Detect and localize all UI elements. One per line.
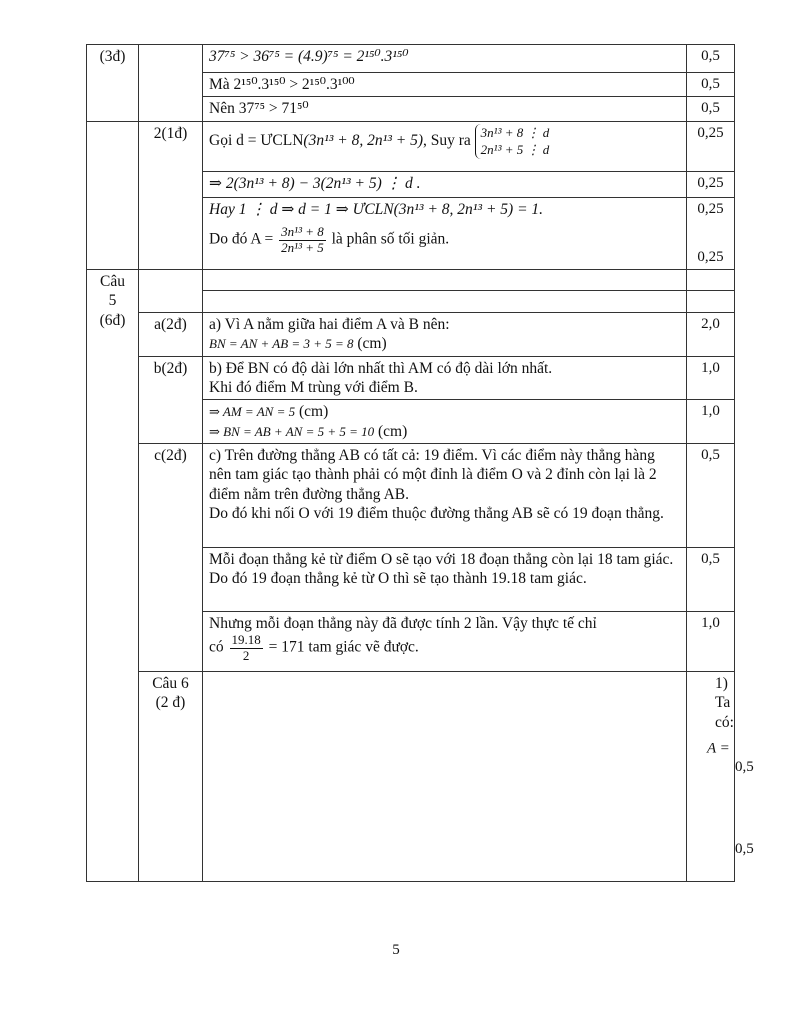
question-empty [87,121,139,269]
score: 1,0 [687,356,735,400]
answer-block: 1) Ta có: A = [687,672,735,882]
answer-paragraph: Mỗi đoạn thẳng kẻ từ điểm O sẽ tạo với 18 đoạn thẳng còn lại 18 tam giác. Do đó 19 đoạn thẳng kẻ từ O thì sẽ tạo thành 19.18 tam giác. [203,548,687,612]
sub-label: b(2đ) [139,356,203,444]
score: 1,0 [687,612,735,672]
fraction: $\frac{19.18}{2}$ [231,632,261,663]
answer-line: Hay 1 ⋮ d ⇒ d = 1 ⇒ ƯCLN(3n¹³ + 8, 2n¹³ + 5) = 1. [203,197,687,223]
question-label: Câu 5 (6đ) [87,269,139,881]
answer-paragraph: Nhưng mỗi đoạn thẳng này đã được tính 2 lần. Vậy thực tế chỉ có $\frac{19.18}{2}$ = 171 tam giác vẽ được. [203,612,687,672]
answer-table: (3đ) 37⁷⁵ > 36⁷⁵ = (4.9)⁷⁵ = 2¹⁵⁰.3¹⁵⁰ 0,5 Mà 2¹⁵⁰.3¹⁵⁰ > 2¹⁵⁰.3¹⁰⁰ 0,5 Nên 37⁷⁵ > 71⁵⁰ 0,5 2(1đ) Gọi d = ƯCLN(3n¹³ + 8, 2n¹³ + 5), Suy ra 3n¹³ + 8 ⋮ d 2n¹³ + 5 ⋮ d 0,25 ⇒ 2(3n¹³ + 8) − 3(2n¹³ + 5) ⋮ d . 0,25 Hay 1 ⋮ d ⇒ d = 1 ⇒ ƯCLN(3n¹³ + 8, 2n¹³ + 5) = 1. 0,25 Do đó A = $\frac{\text{3n¹³ + 8}}{\text{2n¹³ + 5}}$ là phân số tối giản. 0,25 Câu 5 (6đ) a(2đ) a) Vì A nằm giữa hai điểm A và B nên: BN = AN + AB = 3 + 5 = 8 (cm) 2,0 b(2đ) b) Để BN có độ dài lớn nhất thì AM có độ dài lớn nhất. Khi đó điểm M trùng với điểm B. 1,0 ⇒ AM = AN = 5 (cm) ⇒ BN = AB + AN = 5 + 5 = 10 (cm) 1,0 c(2đ) c) Trên đường thẳng AB có tất cả: 19 điểm. Vì các điểm này thẳng hàng nên tam giác tạo thành phải có một đỉnh là điểm O và 2 đỉnh còn lại là 2 điểm nằm trên đường thẳng AB. Do đó khi nối O với 19 điểm thuộc đường thẳng AB sẽ có 19 đoạn thẳng. 0,5 Mỗi đoạn thẳng kẻ từ điểm O sẽ tạo với 18 đoạn thẳng còn lại 18 tam giác. Do đó 19 đoạn thẳng kẻ từ O thì sẽ tạo thành 19.18 tam giác. 0,5 Nhưng mỗi đoạn thẳng này đã được tính 2 lần. Vậy thực tế chỉ có $\frac{19.18}{2}$ = 171 tam giác vẽ được. 1,0 Câu 6 (2 đ) 1) Ta có: A = 0,5 0,5 [86,44,735,882]
fraction: $\frac{\text{3n¹³ + 8}}{\text{2n¹³ + 5}}$ [281,224,324,255]
score: 0,5 [687,73,735,97]
empty-cell [687,290,735,312]
answer-line: 37⁷⁵ > 36⁷⁵ = (4.9)⁷⁵ = 2¹⁵⁰.3¹⁵⁰ [203,45,687,73]
answer-line: b) Để BN có độ dài lớn nhất thì AM có độ dài lớn nhất. Khi đó điểm M trùng với điểm B. [203,356,687,400]
answer-line: Nên 37⁷⁵ > 71⁵⁰ [203,97,687,121]
points-label: (3đ) [87,45,139,122]
answer-line: ⇒ AM = AN = 5 (cm) ⇒ BN = AB + AN = 5 + 5 = 10 (cm) [203,400,687,444]
empty-cell [203,290,687,312]
answer-paragraph: c) Trên đường thẳng AB có tất cả: 19 điểm. Vì các điểm này thẳng hàng nên tam giác tạo thành phải có một đỉnh là điểm O và 2 đỉnh còn lại là 2 điểm nằm trên đường thẳng AB. Do đó khi nối O với 19 điểm thuộc đường thẳng AB sẽ có 19 đoạn thẳng. [203,444,687,548]
empty-cell [687,269,735,290]
score: 1,0 [687,400,735,444]
score: 0,5 [687,548,735,612]
score: 0,25 [687,171,735,197]
sub-empty [203,672,687,882]
page-number: 5 [392,942,400,958]
sub-empty [139,269,203,312]
empty-cell [203,269,687,290]
score: 0,5 [687,97,735,121]
answer-line: Mà 2¹⁵⁰.3¹⁵⁰ > 2¹⁵⁰.3¹⁰⁰ [203,73,687,97]
answer-line: ⇒ 2(3n¹³ + 8) − 3(2n¹³ + 5) ⋮ d . [203,171,687,197]
answer-line: a) Vì A nằm giữa hai điểm A và B nên: BN = AN + AB = 3 + 5 = 8 (cm) [203,312,687,356]
score: 0,25 [687,121,735,171]
brace-system: 3n¹³ + 8 ⋮ d 2n¹³ + 5 ⋮ d [475,124,550,159]
score: 2,0 [687,312,735,356]
answer-line: Gọi d = ƯCLN(3n¹³ + 8, 2n¹³ + 5), Suy ra 3n¹³ + 8 ⋮ d 2n¹³ + 5 ⋮ d [203,121,687,171]
sub-label: c(2đ) [139,444,203,672]
score: 0,25 [687,223,735,269]
score: 0,5 [687,444,735,548]
score: 0,5 [687,45,735,73]
score: 0,25 [687,197,735,223]
sub-label: a(2đ) [139,312,203,356]
question-label: Câu 6 (2 đ) [139,672,203,882]
sub-empty [139,45,203,122]
sum-expression: A = [687,732,734,766]
answer-line: Do đó A = $\frac{\text{3n¹³ + 8}}{\text{2n¹³ + 5}}$ là phân số tối giản. [203,223,687,269]
sub-label: 2(1đ) [139,121,203,269]
